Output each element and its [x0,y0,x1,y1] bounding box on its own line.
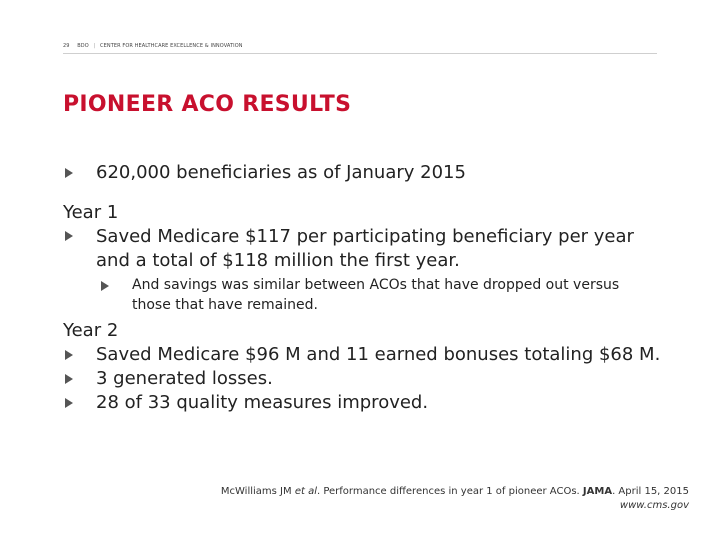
intro-bullet: 620,000 beneficiaries as of January 2015 [96,162,466,183]
citation-line [221,485,689,499]
year1-sub-bullet: And savings was similar between ACOs that have dropped out versus those that have remained. [132,277,620,313]
citation-etal: et al [294,486,317,497]
page-title: PIONEER ACO RESULTS [63,92,352,117]
page-number: 29 [63,43,70,49]
bullet-arrow-icon [65,231,73,241]
center-name: CENTER FOR HEALTHCARE EXCELLENCE & INNOVATION [100,43,243,49]
year1-heading: Year 1 [63,202,119,223]
bullet-arrow-icon [65,350,73,360]
header-separator: | [93,43,96,49]
year2-bullet-2: 3 generated losses. [96,368,273,389]
citation-title: . Performance differences in year 1 of pioneer ACOs. [316,486,580,497]
year1-bullet: Saved Medicare $117 per participating beneficiary per year and a total of $118 million the first year. [96,226,634,271]
sub-bullet-arrow-icon [101,281,109,291]
year2-bullet-3: 28 of 33 quality measures improved. [96,392,429,413]
bullet-arrow-icon [65,374,73,384]
citation-authors: McWilliams JM [220,486,292,497]
year2-heading: Year 2 [63,320,119,341]
year2-bullet-1: Saved Medicare $96 M and 11 earned bonuses totaling $68 M. [96,344,661,365]
citation-journal: JAMA [582,486,613,497]
citation-url[interactable]: www.cms.gov [619,500,689,511]
citation-date: . April 15, 2015 [612,486,689,497]
brand-name: BDO [77,43,89,49]
bullet-arrow-icon [65,168,73,178]
header-divider [63,53,657,54]
bullet-arrow-icon [65,398,73,408]
citation [221,485,689,513]
slide-header [63,43,243,49]
